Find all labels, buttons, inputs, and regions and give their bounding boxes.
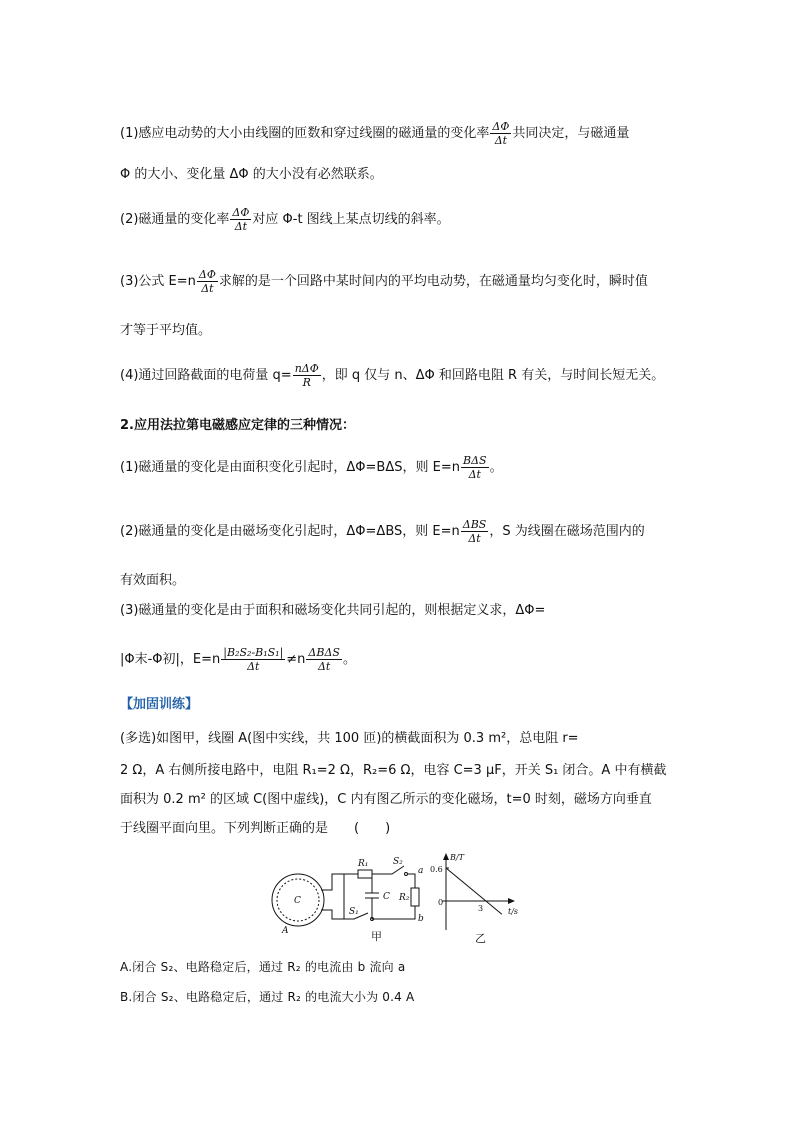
case-2-fraction	[461, 518, 489, 545]
section-heading: 2.应用法拉第电磁感应定律的三种情况：	[120, 418, 355, 433]
point-1-line-1	[120, 120, 629, 147]
fraction-denominator: R	[302, 376, 311, 389]
option-B[interactable]: B.闭合 S₂、电路稳定后，通过 R₂ 的电流大小为 0.4 A	[120, 990, 415, 1004]
label-a: a	[418, 866, 424, 876]
problem-figure	[262, 848, 542, 948]
fraction-denominator: Δt	[317, 660, 331, 673]
case-2-line-1	[120, 518, 645, 545]
fraction-numerator: nΔΦ	[294, 362, 319, 375]
label-coil-C: C	[294, 896, 301, 906]
point-4-line	[120, 362, 664, 389]
point-2-line	[120, 206, 450, 233]
case-3-line-2	[120, 646, 356, 673]
resistor-R2	[411, 888, 419, 906]
charge-fraction	[293, 362, 321, 389]
question-line-4: 于线圈平面向里。下列判断正确的是 ( )	[120, 821, 391, 836]
caption-yi: 乙	[475, 932, 486, 945]
fraction-denominator: Δt	[468, 468, 481, 481]
flux-rate-fraction	[230, 206, 251, 233]
case-3-fraction-1	[221, 646, 285, 673]
fraction-denominator: Δt	[201, 282, 214, 295]
label-b: b	[418, 914, 424, 924]
capacitor-branch	[365, 874, 379, 919]
label-R2: R₂	[399, 893, 410, 903]
point-2-text-b: 对应 Φ-t 图线上某点切线的斜率。	[252, 212, 450, 227]
case-1-text-b: 。	[489, 460, 503, 475]
case-3-fraction-2	[306, 646, 342, 673]
case-1-fraction	[461, 454, 489, 481]
fraction-numerator: ΔBΔS	[308, 646, 340, 659]
graph-origin: 0	[438, 898, 444, 907]
fraction-numerator: ΔΦ	[232, 206, 250, 219]
case-3-end: 。	[342, 652, 356, 667]
point-4-text-b: ，即 q 仅与 n、ΔΦ 和回路电阻 R 有关，与时间长短无关。	[321, 368, 665, 383]
point-3-line-2: 才等于平均值。	[120, 323, 212, 338]
case-2-text-b: ，S 为线圈在磁场范围内的	[489, 524, 645, 539]
label-coil-A: A	[282, 926, 289, 936]
case-1-line	[120, 454, 503, 481]
point-2-text-a: (2)磁通量的变化率	[120, 212, 230, 227]
graph-yi	[430, 853, 518, 945]
fraction-denominator: Δt	[247, 660, 260, 673]
point-1-text-b: 共同决定，与磁通量	[512, 126, 630, 141]
fraction-numerator: |B₂S₂-B₁S₁|	[223, 646, 284, 659]
case-1-text-a: (1)磁通量的变化是由面积变化引起时，ΔΦ=BΔS，则 E=n	[120, 460, 460, 475]
label-S2: S₂	[393, 857, 403, 867]
point-3-text-a: (3)公式 E=n	[120, 274, 196, 289]
question-line-3: 面积为 0.2 m² 的区域 C(图中虚线)，C 内有图乙所示的变化磁场，t=0 时刻，磁场方向垂直	[120, 792, 652, 807]
flux-rate-fraction	[490, 120, 511, 147]
fraction-numerator: BΔS	[462, 454, 487, 467]
case-2-line-2: 有效面积。	[120, 573, 186, 588]
case-3-line-1: (3)磁通量的变化是由于面积和磁场变化共同引起的，则根据定义求，ΔΦ=	[120, 603, 546, 618]
graph-ylabel: B/T	[450, 853, 464, 862]
x-axis-arrow	[508, 898, 515, 904]
emf-fraction	[197, 268, 218, 295]
not-equal-sign: ≠n	[286, 652, 306, 667]
lead-wires	[321, 874, 344, 919]
label-S1: S₁	[349, 907, 359, 917]
point-4-text-a: (4)通过回路截面的电荷量 q=	[120, 368, 292, 383]
circuit-labels	[281, 857, 424, 943]
graph-xlabel: t/s	[508, 907, 519, 916]
y-axis-arrow	[443, 853, 449, 860]
point-3-line-1	[120, 268, 648, 295]
fraction-numerator: ΔΦ	[198, 268, 216, 281]
fraction-numerator: ΔBS	[462, 518, 487, 531]
fraction-denominator: Δt	[468, 532, 481, 545]
graph-x-tick: 3	[478, 904, 484, 913]
option-A[interactable]: A.闭合 S₂、电路稳定后，通过 R₂ 的电流由 b 流向 a	[120, 960, 406, 974]
fraction-denominator: Δt	[494, 134, 508, 147]
fraction-denominator: Δt	[234, 220, 248, 233]
training-label: 【加固训练】	[120, 697, 199, 712]
label-C-capacitor: C	[383, 892, 390, 902]
question-line-2: 2 Ω，A 右侧所接电路中，电阻 R₁=2 Ω，R₂=6 Ω，电容 C=3 μF，开关 S₁ 闭合。A 中有横截	[120, 763, 667, 778]
point-1-line-2: Φ 的大小、变化量 ΔΦ 的大小没有必然联系。	[120, 167, 383, 182]
caption-jia: 甲	[371, 930, 382, 943]
case-3-text-b: |Φ末-Φ初|，E=n	[120, 652, 221, 667]
label-R1: R₁	[358, 859, 369, 869]
case-2-text-a: (2)磁通量的变化是由磁场变化引起时，ΔΦ=ΔBS，则 E=n	[120, 524, 460, 539]
question-line-1: (多选)如图甲，线圈 A(图中实线，共 100 匝)的横截面积为 0.3 m²，总电阻 r=	[120, 731, 579, 746]
switch-S2-contact	[405, 873, 408, 876]
point-3-text-b: 求解的是一个回路中某时间内的平均电动势，在磁通量均匀变化时，瞬时值	[218, 274, 648, 289]
top-wire	[344, 866, 415, 888]
B-t-line	[446, 868, 502, 914]
point-1-text-a: (1)感应电动势的大小由线圈的匝数和穿过线圈的磁通量的变化率	[120, 126, 490, 141]
graph-y-tick: 0.6	[430, 865, 443, 874]
resistor-R1	[358, 870, 372, 878]
fraction-numerator: ΔΦ	[492, 120, 510, 133]
